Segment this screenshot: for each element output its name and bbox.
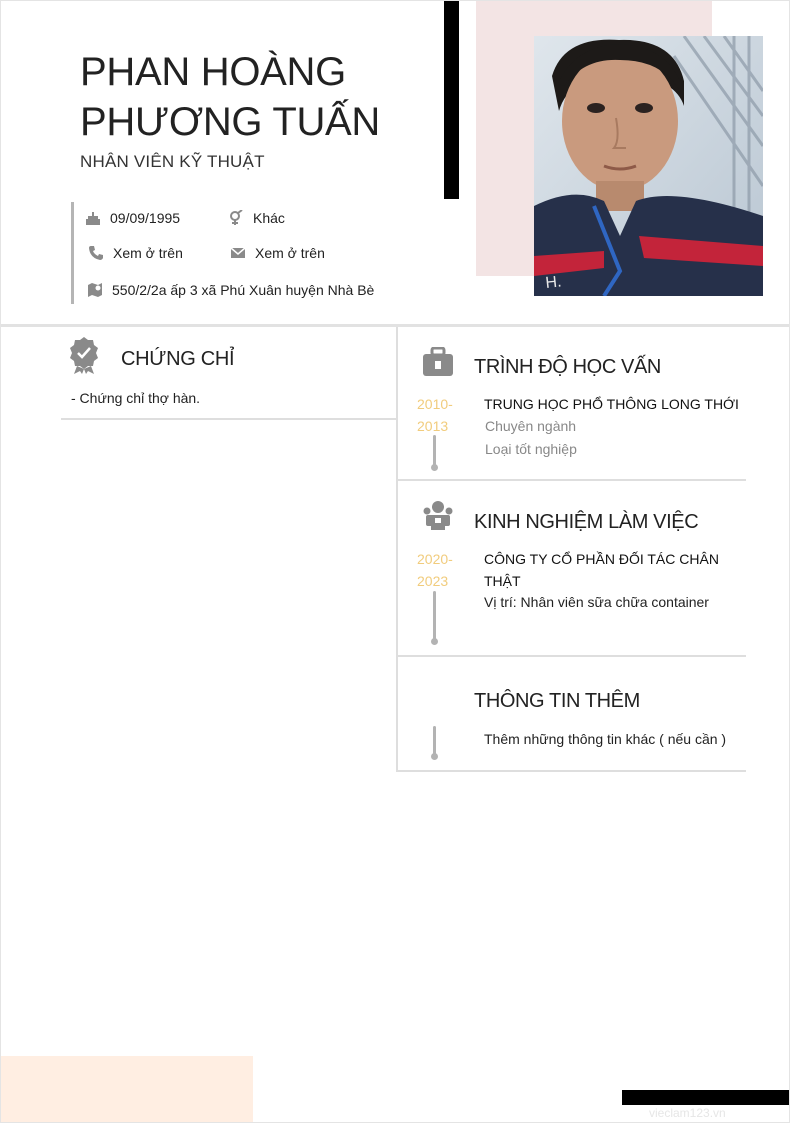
certificates-text: - Chứng chỉ thợ hàn. (71, 390, 201, 406)
additional-timeline-dot (431, 753, 438, 760)
education-timeline-line (433, 435, 436, 467)
experience-year-start: 2020- (417, 551, 453, 567)
phone-icon (88, 245, 104, 261)
experience-year-end: 2023 (417, 573, 449, 589)
experience-timeline-dot (431, 638, 438, 645)
birthday-icon (85, 210, 101, 226)
map-icon (87, 282, 103, 298)
experience-position: Vị trí: Nhân viên sữa chữa container (484, 594, 709, 610)
team-icon (422, 500, 454, 530)
education-section (398, 327, 746, 481)
footer-black-bar (622, 1090, 790, 1105)
right-column (396, 327, 744, 772)
certificate-icon (69, 336, 99, 374)
peach-decor-block (1, 1056, 253, 1123)
birthday-text: 09/09/1995 (110, 210, 181, 226)
education-year-end: 2013 (417, 418, 449, 434)
additional-info-title: THÔNG TIN THÊM (474, 690, 640, 712)
experience-years (417, 548, 467, 592)
email-text: Xem ở trên (255, 245, 325, 261)
address-text: 550/2/2a ấp 3 xã Phú Xuân huyện Nhà Bè (112, 282, 375, 298)
certificates-section (61, 327, 396, 420)
education-grade: Loại tốt nghiệp (485, 441, 577, 457)
phone-item (88, 245, 183, 261)
svg-text:H.: H. (544, 273, 563, 292)
address-item (87, 282, 374, 298)
experience-company: CÔNG TY CỔ PHẦN ĐỐI TÁC CHÂN THẬT (484, 551, 719, 589)
email-item (230, 245, 325, 261)
experience-timeline-line (433, 591, 436, 641)
watermark: vieclam123.vn (649, 1106, 726, 1120)
full-name (80, 47, 440, 147)
additional-info-section (398, 657, 746, 772)
gender-text: Khác (253, 210, 285, 226)
certificates-title: CHỨNG CHỈ (121, 348, 235, 370)
contact-info (71, 202, 451, 304)
gender-item (228, 210, 285, 226)
briefcase-icon (422, 347, 454, 377)
name-line-2: PHƯƠNG TUẤN (80, 100, 381, 144)
experience-title: KINH NGHIỆM LÀM VIỆC (474, 511, 699, 533)
profile-photo (534, 36, 763, 296)
education-year-start: 2010- (417, 396, 453, 412)
additional-info-text: Thêm những thông tin khác ( nếu cần ) (484, 731, 727, 747)
gender-icon (228, 210, 244, 226)
job-title: NHÂN VIÊN KỸ THUẬT (80, 152, 265, 171)
education-title: TRÌNH ĐỘ HỌC VẤN (474, 356, 661, 378)
education-school: TRUNG HỌC PHỔ THÔNG LONG THỚI (484, 396, 739, 412)
education-major: Chuyên ngành (485, 418, 577, 434)
additional-timeline-line (433, 726, 436, 756)
education-timeline-dot (431, 464, 438, 471)
education-years (417, 393, 467, 437)
phone-text: Xem ở trên (113, 245, 183, 261)
name-line-1: PHAN HOÀNG (80, 50, 346, 94)
black-decor-bar (444, 1, 459, 199)
birthday-item (85, 210, 180, 226)
email-icon (230, 245, 246, 261)
experience-section (398, 481, 746, 657)
